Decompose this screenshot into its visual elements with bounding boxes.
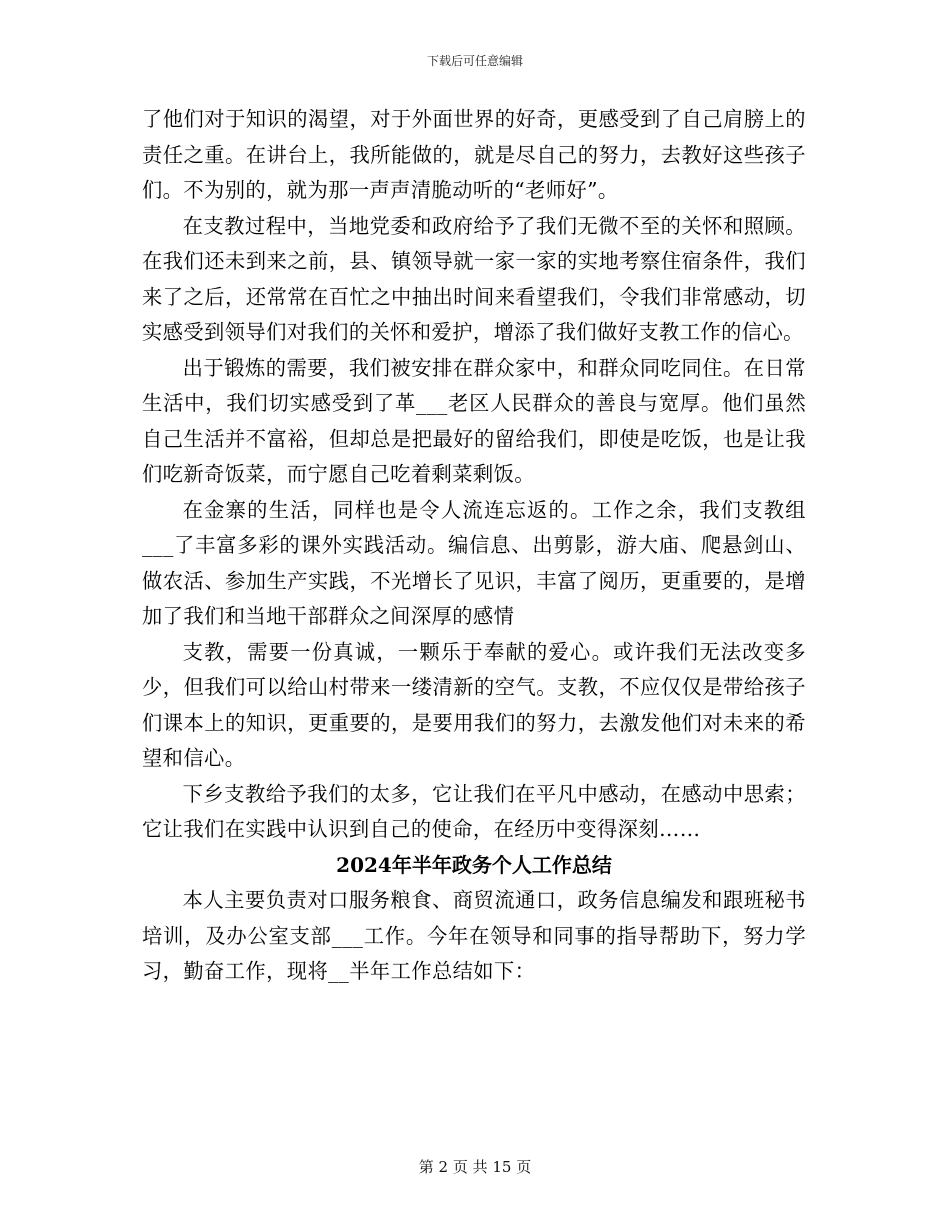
paragraph-summary-intro: 本人主要负责对口服务粮食、商贸流通口，政务信息编发和跟班秘书培训，及办公室支部___工作。今年在领导和同事的指导帮助下，努力学习，勤奋工作，现将__半年工作总结如下： (142, 888, 806, 983)
paragraph-teaching-sincerity: 支教，需要一份真诚，一颗乐于奉献的爱心。或许我们无法改变多少，但我们可以给山村带来一缕清新的空气。支教，不应仅仅是带给孩子们课本上的知识，更重要的，是要用我们的努力，去激发他们对未来的希望和信心。 (142, 639, 806, 770)
paragraph-living-with-villagers: 出于锻炼的需要，我们被安排在群众家中，和群众同吃同住。在日常生活中，我们切实感受到了革___老区人民群众的善良与宽厚。他们虽然自己生活并不富裕，但却总是把最好的留给我们，即使是吃饭，也是让我们吃新奇饭菜，而宁愿自己吃着剩菜剩饭。 (142, 355, 806, 486)
paragraph-local-support: 在支教过程中，当地党委和政府给予了我们无微不至的关怀和照顾。在我们还未到来之前，县、镇领导就一家一家的实地考察住宿条件，我们来了之后，还常常在百忙之中抽出时间来看望我们，令我们非常感动，切实感受到领导们对我们的关怀和爱护，增添了我们做好支教工作的信心。 (142, 213, 806, 344)
paragraph-conclusion: 下乡支教给予我们的太多，它让我们在平凡中感动，在感动中思索；它让我们在实践中认识到自己的使命，在经历中变得深刻…… (142, 781, 806, 841)
page-footer: 第 2 页 共 15 页 (418, 1158, 532, 1176)
page-header: 下载后可任意编辑 (426, 54, 523, 68)
paragraph-jinzhai-life: 在金寨的生活，同样也是令人流连忘返的。工作之余，我们支教组___了丰富多彩的课外实践活动。编信息、出剪影，游大庙、爬悬剑山、做农活、参加生产实践，不光增长了见识，丰富了阅历，更重要的，是增加了我们和当地干部群众之间深厚的感情 (142, 497, 806, 628)
paragraph-continuation: 了他们对于知识的渴望，对于外面世界的好奇，更感受到了自己肩膀上的责任之重。在讲台上，我所能做的，就是尽自己的努力，去教好这些孩子们。不为别的，就为那一声声清脆动听的“老师好”。 (142, 107, 806, 202)
section-title: 2024年半年政务个人工作总结 (336, 852, 612, 877)
document-body (142, 102, 806, 990)
